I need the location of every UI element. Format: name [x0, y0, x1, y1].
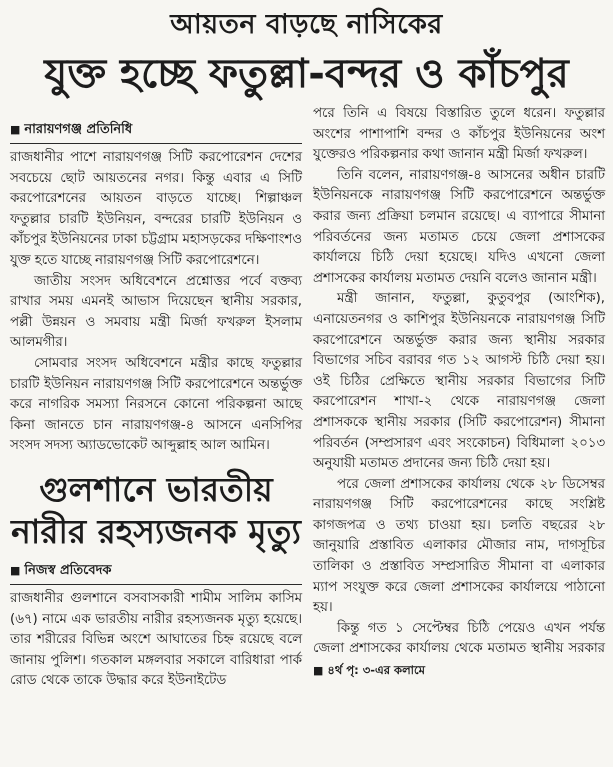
story-paragraph: পরে জেলা প্রশাসকের কার্যালয় থেকে ২৮ ডিসেম্বর নারায়ণগঞ্জ সিটি করপোরেশনের কাছে সংশ্লিষ্ট কাগজপত্র ও তথ্য চাওয়া হয়। চলতি বছরের ২৮ জানুয়ারি প্রস্তাবিত এলাকার মৌজার নাম, দাগসূচির তালিকা ও প্রস্তাবিত সম্প্রসারিত সীমানা বা এলাকার ম্যাপ সংযুক্ত করে জেলা প্রশাসকের কার্যালয়ে পাঠানো হয়। [313, 476, 605, 616]
story-headline: যুক্ত হচ্ছে ফতুল্লা-বন্দর ও কাঁচপুর [44, 51, 569, 97]
bullet-icon: ■ [313, 664, 324, 678]
continued-on-page-link[interactable] [313, 663, 425, 677]
story-paragraph: মন্ত্রী জানান, ফতুল্লা, কুতুবপুর (আংশিক), এনায়েতনগর ও কাশিপুর ইউনিয়নকে নারায়ণগঞ্জ সিটি করপোরেশনে অন্তর্ভুক্ত করার জন্য স্থানীয় সরকার বিভাগের সচিব বরাবর গত ১২ আগস্ট চিঠি দেয়া হয়। ওই চিঠির প্রেক্ষিতে স্থানীয় সরকার বিভাগের সিটি করপোরেশন শাখা-২ থেকে নারায়ণগঞ্জ জেলা প্রশাসককে স্থানীয় সরকার (সিটি করপোরেশন) সীমানা পরিবর্তন (সম্প্রসারণ এবং সংকোচন) বিধিমালা ২০১৩ অনুযায়ী মতামত প্রদানের জন্য চিঠি দেয়া হয়। [313, 291, 605, 472]
story-paragraph: রাজধানীর পাশে নারায়ণগঞ্জ সিটি করপোরেশন দেশের সবচেয়ে ছোট আয়তনের নগর। কিন্তু এবার এ সিটি করপোরেশনের আয়তন বাড়তে যাচ্ছে। শিল্পাঞ্চল ফতুল্লার চারটি ইউনিয়ন, বন্দরের চারটি ইউনিয়ন ও কাঁচপুর ইউনিয়নের ঢাকা চট্টগ্রাম মহাসড়কের দক্ষিণাংশও যুক্ত হতে যাচ্ছে নারায়ণগঞ্জ সিটি করপোরেশনে। [10, 150, 302, 268]
story-paragraph: তিনি বলেন, নারায়ণগঞ্জ-৪ আসনের অধীন চারটি ইউনিয়নকে নারায়ণগঞ্জ সিটি করপোরেশনে অন্তর্ভুক্ত করার জন্য প্রক্রিয়া চলমান রয়েছে। এ ব্যাপারে সীমানা পরিবর্তনের জন্য মতামত চেয়ে জেলা প্রশাসকের কার্যালয়ে চিঠি দেয়া হয়েছে। যদিও এখনো জেলা প্রশাসকের কার্যালয় মতামত দেয়নি বলেও জানান মন্ত্রী। [313, 167, 605, 286]
story-byline [10, 120, 302, 144]
story-paragraph: জাতীয় সংসদ অধিবেশনে প্রশ্নোত্তর পর্বে বক্তব্য রাখার সময় এমনই আভাস দিয়েছেন স্থানীয় সরকার, পল্লী উন্নয়ন ও সমবায় মন্ত্রী মির্জা ফখরুল ইসলাম আলমগীর। [10, 273, 302, 351]
story-paragraph: পরে তিনি এ বিষয়ে বিস্তারিত তুলে ধরেন। ফতুল্লার অংশের পাশাপাশি বন্দর ও কাঁচপুর ইউনিয়নের অংশ যুক্তেরও পরিকল্পনার কথা জানান মন্ত্রী মির্জা ফখরুল। [313, 106, 605, 163]
right-column [313, 104, 605, 682]
byline-text: নারায়ণগঞ্জ প্রতিনিধি [24, 122, 133, 137]
byline-text: নিজস্ব প্রতিবেদক [24, 562, 112, 578]
bullet-icon: ■ [10, 563, 21, 577]
second-story-byline [10, 561, 302, 585]
story-paragraph-text: কিন্তু গত ১ সেপ্টেম্বর চিঠি পেয়েও এখন পর্যন্ত জেলা প্রশাসকের কার্যালয় থেকে মতামত স্থানীয় সরকার [313, 620, 605, 657]
bullet-icon: ■ [10, 123, 21, 136]
story-kicker: আয়তন বাড়ছে নাসিকের [170, 9, 443, 40]
story-paragraph [313, 619, 605, 682]
story-paragraph: সোমবার সংসদ অধিবেশনে মন্ত্রীর কাছে ফতুল্লার চারটি ইউনিয়ন নারায়ণগঞ্জ সিটি করপোরেশনে অন্তর্ভুক্ত করে নাগরিক সমস্যা নিরসনে কোনো পরিকল্পনা আছে কিনা জানতে চান নারায়ণগঞ্জ-৪ আসনে এনসিপির সংসদ সদস্য অ্যাডভোকেট আব্দুল্লাহ আল আমিন। [10, 355, 302, 454]
left-column [10, 118, 302, 692]
second-story-headline: গুলশানে ভারতীয় নারীর রহস্যজনক মৃত্যু [11, 469, 301, 551]
continued-text: ৪র্থ পৃ: ৩-এর কলামে [327, 663, 426, 678]
second-story-paragraph: রাজধানীর গুলশানে বসবাসকারী শামীম সালিম কাসিম (৬৭) নামে এক ভারতীয় নারীর রহস্যজনক মৃত্যু হয়েছে। তার শরীরের বিভিন্ন অংশে আঘাতের চিহ্ন রয়েছে বলে জানায় পুলিশ। গতকাল মঙ্গলবার সকালে বারিধারা পার্ক রোড থেকে তাকে উদ্ধার করে ইউনাইটেড [10, 590, 302, 689]
